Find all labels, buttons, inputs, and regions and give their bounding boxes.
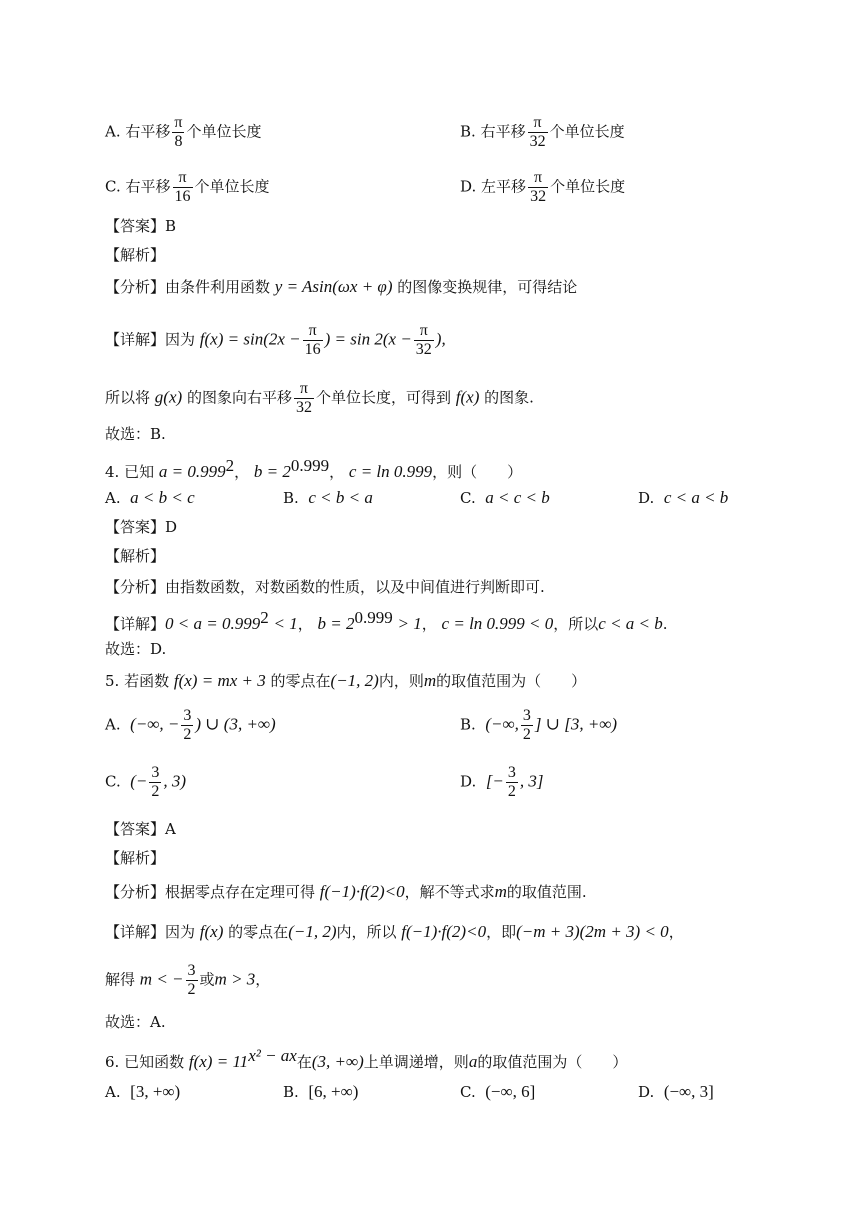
q5-solve: 解得 m < − $\frac{3}{2}$ 或m > 3， bbox=[105, 962, 271, 998]
q3-choose: 故选：B. bbox=[105, 425, 166, 443]
q4-option-b: B. c < b < a bbox=[283, 488, 373, 507]
q3-option-a: A. 右平移 $\frac{\pi}{8}$ 个单位长度 bbox=[105, 114, 262, 150]
q5-xiangjie: 【详解】因为 f(x) 的零点在(−1, 2)内，所以 f(−1)·f(2)<0，即(−m + 3)(2m + 3) < 0， bbox=[105, 922, 684, 941]
q3-shift-line: 所以将 g(x) 的图象向右平移 $\frac{\pi}{32}$ 个单位长度，可得到 f(x) 的图象. bbox=[105, 380, 534, 416]
q5-choose: 故选：A. bbox=[105, 1013, 166, 1031]
q3-fenxi: 【分析】由条件利用函数 y = Asin(ωx + φ) 的图像变换规律，可得结论 bbox=[105, 277, 578, 296]
q4-option-a: A. a < b < c bbox=[105, 488, 195, 507]
q5-jiexi: 【解析】 bbox=[105, 849, 166, 867]
fraction: $\frac{3}{2}$ bbox=[151, 764, 160, 800]
fraction: $\frac{\pi}{32}$ bbox=[529, 114, 546, 150]
q4-xiangjie: 【详解】$0 < a = 0.999^2 < 1$， $b = 2^{0.999} > 1$， c = ln 0.999 < 0，所以c < a < b. bbox=[105, 608, 668, 633]
q5-option-c: C. (− $\frac{3}{2}$ , 3) bbox=[105, 764, 187, 800]
fraction: $\frac{\pi}{8}$ bbox=[174, 114, 183, 150]
q4-choose: 故选：D. bbox=[105, 640, 167, 658]
q3-xiangjie: 【详解】因为 f(x) = sin(2x − $\frac{\pi}{16}$ ) = sin 2(x − $\frac{\pi}{32}$ ), bbox=[105, 322, 446, 358]
q3-option-b: B. 右平移 $\frac{\pi}{32}$ 个单位长度 bbox=[460, 114, 625, 150]
q5-option-a: A. (−∞, − $\frac{3}{2}$ ) ∪ (3, +∞) bbox=[105, 707, 276, 743]
q4-stem: 4. 已知 $a = 0.999^2$， $b = 2^{0.999}$， c = ln 0.999，则（ ） bbox=[105, 456, 523, 481]
q3-answer: 【答案】B bbox=[105, 217, 177, 235]
q5-option-b: B. (−∞, $\frac{3}{2}$ ] ∪ [3, +∞) bbox=[460, 707, 618, 743]
fraction: $\frac{\pi}{32}$ bbox=[295, 380, 312, 416]
q5-fenxi: 【分析】根据零点存在定理可得 f(−1)·f(2)<0，解不等式求m的取值范围. bbox=[105, 882, 587, 901]
q4-option-c: C. a < c < b bbox=[460, 488, 550, 507]
fraction: $\frac{\pi}{16}$ bbox=[174, 169, 191, 205]
fraction: $\frac{3}{2}$ bbox=[507, 764, 516, 800]
q6-option-a: A. [3, +∞) bbox=[105, 1082, 181, 1101]
fraction: $\frac{3}{2}$ bbox=[183, 707, 192, 743]
q4-option-d: D. c < a < b bbox=[638, 488, 729, 507]
q4-jiexi: 【解析】 bbox=[105, 547, 166, 565]
fraction: $\frac{\pi}{32}$ bbox=[530, 169, 547, 205]
fraction: $\frac{\pi}{32}$ bbox=[415, 322, 432, 358]
q3-option-d: D. 左平移 $\frac{\pi}{32}$ 个单位长度 bbox=[460, 169, 626, 205]
q6-option-d: D. (−∞, 3] bbox=[638, 1082, 714, 1101]
q4-fenxi: 【分析】由指数函数，对数函数的性质，以及中间值进行判断即可. bbox=[105, 578, 545, 596]
q4-answer: 【答案】D bbox=[105, 518, 178, 536]
q5-option-d: D. [− $\frac{3}{2}$ , 3] bbox=[460, 764, 544, 800]
q3-jiexi: 【解析】 bbox=[105, 246, 166, 264]
fraction: $\frac{3}{2}$ bbox=[522, 707, 531, 743]
fraction: $\frac{\pi}{16}$ bbox=[304, 322, 321, 358]
q6-stem: 6. 已知函数 $f(x) = 11^{x^2 - ax}$在(3, +∞)上单调递增，则a的取值范围为（ ） bbox=[105, 1046, 628, 1071]
q3-option-c: C. 右平移 $\frac{\pi}{16}$ 个单位长度 bbox=[105, 169, 270, 205]
q6-option-b: B. [6, +∞) bbox=[283, 1082, 359, 1101]
q5-answer: 【答案】A bbox=[105, 820, 176, 838]
fraction: $\frac{3}{2}$ bbox=[187, 962, 196, 998]
q6-option-c: C. (−∞, 6] bbox=[460, 1082, 536, 1101]
q5-stem: 5. 若函数 f(x) = mx + 3 的零点在(−1, 2)内，则m的取值范围为（ ） bbox=[105, 671, 587, 690]
